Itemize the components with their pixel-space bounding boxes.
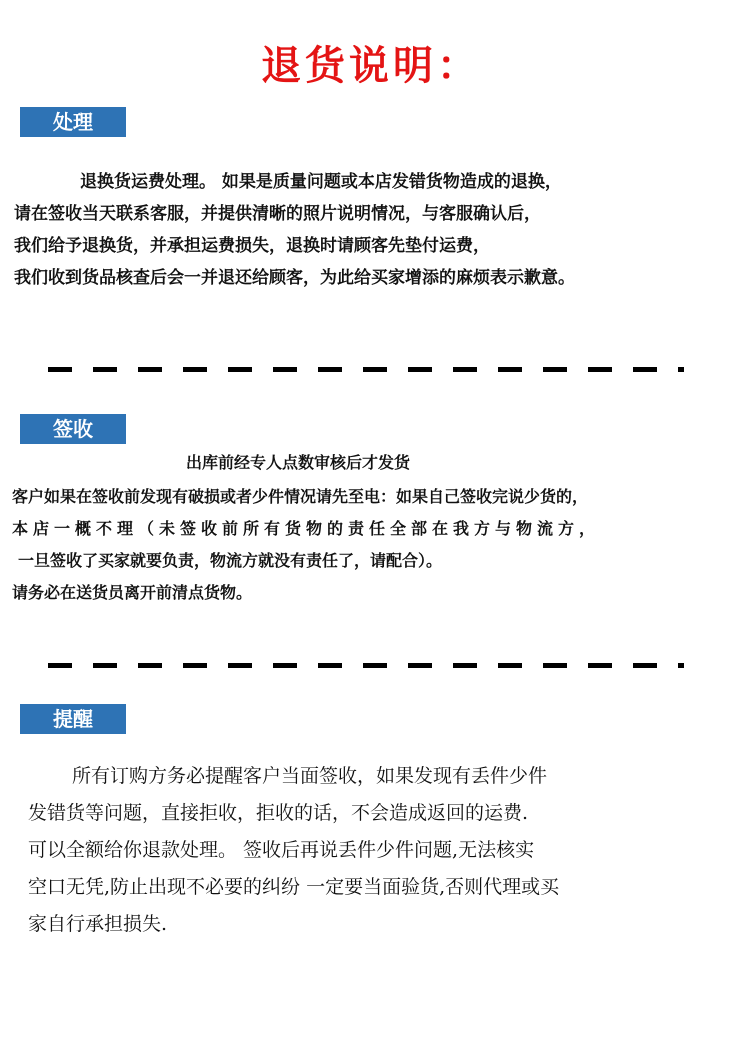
section-tag-signing: 签收 [20,414,126,444]
signing-heading: 出库前经专人点数审核后才发货 [186,453,411,472]
section-tag-handling: 处理 [20,107,126,137]
section-tag-reminder: 提醒 [20,704,126,734]
text-line: 可以全额给你退款处理。 签收后再说丢件少件问题,无法核实 [28,839,535,861]
dashed-divider [48,663,684,668]
text-line: 客户如果在签收前发现有破损或者少件情况请先至电：如果自己签收完说少货的， [12,487,589,506]
text-line: 空口无凭,防止出现不必要的纠纷 一定要当面验货,否则代理或买 [28,876,560,898]
text-line: 请务必在送货员离开前清点货物。 [12,583,253,602]
page-title: 退货说明： [261,42,481,89]
text-line: 退换货运费处理。 如果是质量问题或本店发错货物造成的退换， [80,172,562,192]
text-line: 我们收到货品核查后会一并退还给顾客，为此给买家增添的麻烦表示歉意。 [14,268,575,288]
text-line: 家自行承担损失. [28,913,168,935]
text-line: 本店一概不理（未签收前所有货物的责任全部在我方与物流方， [12,519,601,538]
dashed-divider [48,367,684,372]
text-line: 发错货等问题，直接拒收，拒收的话，不会造成返回的运费. [28,802,529,824]
section-handling-text [14,166,575,294]
text-line: 所有订购方务必提醒客户当面签收，如果发现有丢件少件 [72,765,548,787]
text-line: 请在签收当天联系客服，并提供清晰的照片说明情况，与客服确认后， [14,204,541,224]
section-signing-text [12,481,600,609]
section-reminder-text [28,758,559,943]
text-line: 我们给予退换货，并承担运费损失，退换时请顾客先垫付运费， [14,236,490,256]
text-line: 一旦签收了买家就要负责，物流方就没有责任了，请配合）。 [18,551,443,570]
